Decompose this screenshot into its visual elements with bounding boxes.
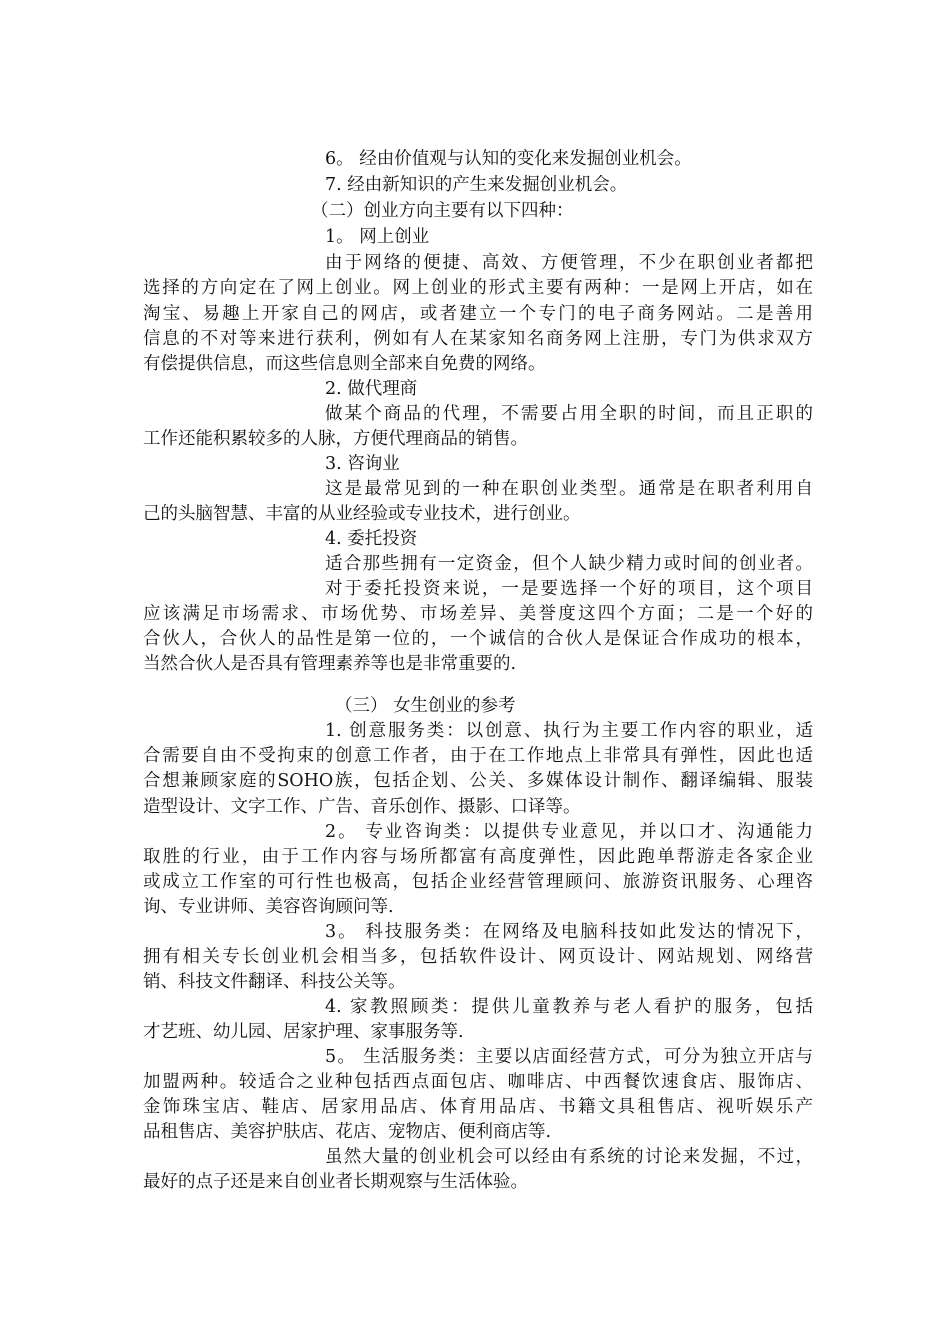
paragraph-line: 3。 科技服务类：在网络及电脑科技如此发达的情况下， (325, 922, 813, 942)
paragraph-line: 加盟两种。较适合之业种包括西点面包店、咖啡店、中西餐饮速食店、服饰店、 (143, 1072, 813, 1092)
paragraph-line: 当然合伙人是否具有管理素养等也是非常重要的. (143, 654, 517, 674)
paragraph-line: 金饰珠宝店、鞋店、居家用品店、体育用品店、书籍文具租售店、视听娱乐产 (143, 1097, 813, 1117)
paragraph-line: 应该满足市场需求、市场优势、市场差异、美誉度这四个方面；二是一个好的 (143, 604, 813, 624)
subheading-online: 1。 网上创业 (325, 227, 430, 247)
paragraph-line: 最好的点子还是来自创业者长期观察与生活体验。 (143, 1172, 528, 1192)
paragraph-line: 由于网络的便捷、高效、方便管理，不少在职创业者都把 (325, 253, 813, 273)
paragraph-line: 5。 生活服务类：主要以店面经营方式，可分为独立开店与 (325, 1047, 813, 1067)
paragraph-line: 或成立工作室的可行性也极高，包括企业经营管理顾问、旅游资讯服务、心理咨 (143, 872, 813, 892)
paragraph-line: 合想兼顾家庭的SOHO族，包括企划、公关、多媒体设计制作、翻译编辑、服装 (143, 771, 813, 791)
paragraph-line: 1. 创意服务类：以创意、执行为主要工作内容的职业，适 (325, 721, 813, 741)
paragraph-line: 对于委托投资来说，一是要选择一个好的项目，这个项目 (325, 579, 813, 599)
paragraph-line: 才艺班、幼儿园、居家护理、家事服务等. (143, 1022, 464, 1042)
paragraph-line: 合需要自由不受拘束的创意工作者，由于在工作地点上非常具有弹性，因此也适 (143, 746, 813, 766)
subheading-investment: 4. 委托投资 (325, 529, 418, 549)
paragraph-line: 选择的方向定在了网上创业。网上创业的形式主要有两种：一是网上开店，如在 (143, 278, 813, 298)
item-6: 6。 经由价值观与认知的变化来发掘创业机会。 (325, 149, 692, 169)
paragraph-line: 取胜的行业，由于工作内容与场所都富有高度弹性，因此跑单帮游走各家企业 (143, 847, 813, 867)
paragraph-line: 适合那些拥有一定资金，但个人缺少精力或时间的创业者。 (325, 554, 813, 574)
paragraph-line: 销、科技文件翻译、科技公关等。 (143, 972, 406, 992)
paragraph-line: 做某个商品的代理，不需要占用全职的时间，而且正职的 (325, 404, 813, 424)
paragraph-line: 合伙人，合伙人的品性是第一位的，一个诚信的合伙人是保证合作成功的根本， (143, 629, 813, 649)
paragraph-line: 有偿提供信息，而这些信息则全部来自免费的网络。 (143, 354, 546, 374)
item-7: 7. 经由新知识的产生来发掘创业机会。 (325, 175, 628, 195)
paragraph-line: 2。 专业咨询类：以提供专业意见，并以口才、沟通能力 (325, 822, 813, 842)
paragraph-line: 信息的不对等来进行获利，例如有人在某家知名商务网上注册，专门为供求双方 (143, 329, 813, 349)
paragraph-line: 询、专业讲师、美容咨询顾问等. (143, 897, 394, 917)
paragraph-line: 虽然大量的创业机会可以经由有系统的讨论来发掘，不过， (325, 1147, 813, 1167)
paragraph-line: 品租售店、美容护肤店、花店、宠物店、便利商店等. (143, 1122, 552, 1142)
paragraph-line: 这是最常见到的一种在职创业类型。通常是在职者利用自 (325, 479, 813, 499)
paragraph-line: 拥有相关专长创业机会相当多，包括软件设计、网页设计、网站规划、网络营 (143, 947, 813, 967)
subheading-consulting: 3. 咨询业 (325, 454, 400, 474)
subheading-agent: 2. 做代理商 (325, 379, 418, 399)
section-heading-3: （三） 女生创业的参考 (335, 696, 516, 716)
paragraph-line: 4. 家教照顾类：提供儿童教养与老人看护的服务，包括 (325, 997, 813, 1017)
paragraph-line: 己的头脑智慧、丰富的从业经验或专业技术，进行创业。 (143, 504, 581, 524)
paragraph-line: 工作还能积累较多的人脉，方便代理商品的销售。 (143, 429, 528, 449)
paragraph-line: 造型设计、文字工作、广告、音乐创作、摄影、口译等。 (143, 797, 581, 817)
section-heading-2: （二）创业方向主要有以下四种： (311, 201, 574, 221)
paragraph-line: 淘宝、易趣上开家自己的网店，或者建立一个专门的电子商务网站。二是善用 (143, 304, 813, 324)
